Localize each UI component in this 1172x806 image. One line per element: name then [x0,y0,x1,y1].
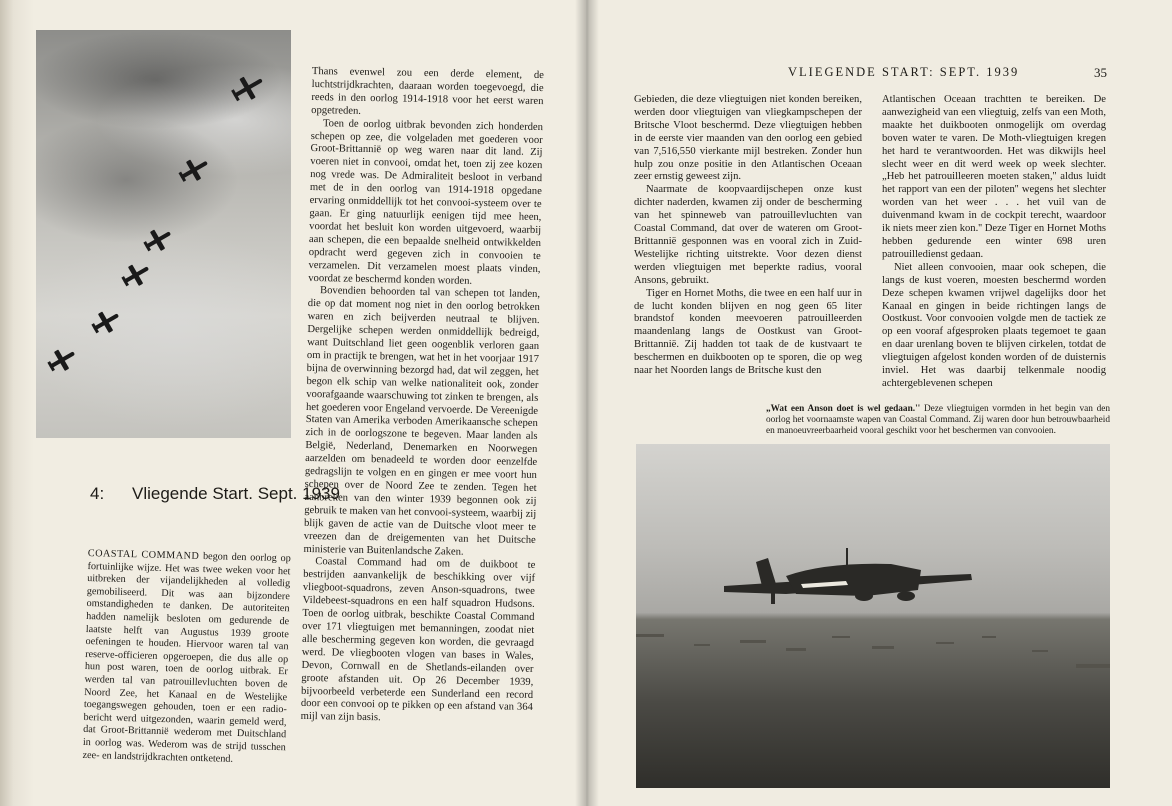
caption-body: Deze vliegtuigen vormden in het begin van den oorlog het voornaamste wapen van Coastal Command. Zij waren door hun betrouwbaarheid en manoeuvreerbaarheid vooral geschikt voor het beschermen van convooien. [766,404,1111,436]
aircraft-silhouettes [36,30,291,438]
anson-aircraft-photo [636,444,1110,788]
running-head: VLIEGENDE START: SEPT. 1939 [788,65,1020,79]
paragraph: Toen de oorlog uitbrak bevonden zich honderden schepen op zee, die volgeladen met goederen voor Groot-Brittannië op weg waren naar dit land. Zij voeren niet in convooi, omdat het, toen zij zee kozen nog vrede was. De Admiraliteit besloot in verband met de in den oorlog van 1914-1918 opgedane ervaring onmiddellijk tot het convooi-systeem over te gaan. Er ging natuurlijk eenigen tijd mee heen, voordat het besluit kon worden uitgevoerd, waarbij aan schepen, die een bepaalde snelheid ontwikkelden opdracht werd gegeven zich in convooien te verzamelen. Dit verzamelen moest plaats vinden, voordat ze beschermd konden worden. [308,117,544,287]
page-edge-shadow [0,0,34,806]
book-gutter [575,0,599,806]
chapter-intro [82,548,291,767]
paragraph: Tiger en Hornet Moths, die twee en een half uur in de lucht konden blijven en nog geen 65 liter brandstof konden meevoeren patrouilleerden maandenlang langs de Oostkust van Groot-Brittannië. Zij hadden tot taak de de kustvaart te beschermen en duikbooten op te sporen, die op weg naar het Noorden langs de Britsche kust den [634,287,862,377]
caption-quote: „Wat een Anson doet is wel gedaan.'' [766,404,921,414]
left-body-column [301,66,544,728]
anson-aircraft-silhouette [636,444,1110,788]
right-page [586,0,1172,806]
paragraph: Thans evenwel zou een derde element, de luchtstrijdkrachten, daaraan worden toegevoegd, die reeds in den oorlog 1914-1918 voor het eerst waren opgetreden. [311,66,544,117]
right-body-column-1 [634,94,862,378]
page-number: 35 [1094,65,1107,80]
photo-caption [766,404,1110,437]
paragraph: Bovendien behoorden tal van schepen tot landen, die op dat moment nog niet in den oorlog betrokken waren en zich beijverden neutraal te blijven. Dergelijke schepen werden onmiddellijk bedreigd, want Duitschland liet geen oogenblik verloren gaan om in practijk te brengen, wat het in het voorjaar 1917 bijna de overwinning bezorgd had, dat wil zeggen, het begon elk schip van welke nationaliteit ook, zonder voorafgaande waarschuwing tot zinken te brengen, als het goederen voor Engeland vervoerde. De Vereenigde Staten van Amerika verboden Amerikaansche schepen zich in de oorlogszone te begeven. Maar landen als België, Nederland, Denemarken en Noorwegen aarzelden om benadeeld te worden door eenzelfde gedragslijn te volgen en en gingen er mee voort hun schepen over de Noord Zee te zenden. Tegen het aanbreken van den winter 1939 begonnen ook zij gebruik te maken van het convooi-systeem, waarbij zij blijk gaven de actie van de Duitsche vloot meer te vreezen dan de dreigementen van het Duitsche ministerie van Buitenlandsche Zaken. [303,285,541,558]
aircraft-formation-photo [36,30,291,438]
intro-body: begon den oorlog op fortuinlijke wijze. Het was twee weken voor het uitbreken der vijandelijkheden al volledig gemobiliseerd. Dit was aan bijzondere omstandigheden te danken. De autoriteiten hadden namelijk besloten om gedurende de laatste helft van Augustus 1939 groote oefeningen te houden. Hiervoor waren tal van reserve-officieren opgeroepen, die dus alle op hun post waren, toen de oorlog uitbrak. Er werden tal van patrouillevluchten boven de Noord Zee, het Kanaal en de Westelijke toegangswegen gehouden, toen er een radio-bericht werd uitgezonden, waarin gemeld werd, dat Groot-Brittannië wederom met Duitschland in oorlog was. Wederom was de strijd tusschen zee- en landstrijdkrachten ontketend. [82,551,291,765]
right-body-column-2 [882,94,1106,391]
paragraph: Coastal Command had om de duikboot te bestrijden aanvankelijk de beschikking over vijf vliegboot-squadrons, zeven Anson-squadrons, twee Vildebeest-squadrons en een half squadron Hudsons. Toen de oorlog uitbrak, beschikte Coastal Command over 171 vliegtuigen met bemanningen, zoodat niet alle bescherming gegeven kon worden, die gevraagd werd. De vliegbooten vlogen van bases in Wales, Devon, Cornwall en de Shetlands-eilanden over groote afstanden uit. Op 26 December 1939, bijvoorbeeld verbeterde een Sunderland een record door een convooi op te pikken op een afstand van 364 mijl van zijn basis. [300,556,536,724]
paragraph: Gebieden, die deze vliegtuigen niet konden bereiken, werden door vliegtuigen van vliegkampschepen der Britsche Vloot beschermd. Deze vliegtuigen hebben in de eerste vier maanden van den oorlog een gebied van 7,516,550 vierkante mijl bestreken. Zonder hun hulp zou onze positie in den Atlantischen Oceaan zeer ernstig geweest zijn. [634,94,862,183]
paragraph: Atlantischen Oceaan trachtten te bereiken. De aanwezigheid van een vliegtuig, zelfs van een Moth, maakte het duikbooten onmogelijk om overdag boven water te varen. De Moth-vliegtuigen kregen het hard te verantwoorden. Het was dikwijls heel slecht weer en dit werd week op week slechter. „Heb het patrouilleeren moeten staken,'' aldus luidt het rapport van een der piloten'' wegens het slechter worden van het weer . . . het vuil van de duivenmand kwam in de cockpit terecht, waardoor ik niets meer zien kon.'' Deze Tiger en Hornet Moths hebben gedurende een winter 698 uren patrouilledienst gedaan. [882,94,1106,260]
chapter-number: 4: [90,484,105,503]
paragraph: Niet alleen convooien, maar ook schepen, die langs de kust voeren, moesten beschermd worden Deze schepen kwamen vrijwel dagelijks door het Kanaal en gingen in beide richtingen langs de Oostkust. Voor convooien volgde men de tactiek ze op een vooraf afgesproken plaats tegemoet te gaan en daar urenlang boven te blijven cirkelen, totdat de vliegtuigen afgelost konden worden of de duisternis inviel. Het was daarbij telkenmale noodig achtergeblevenen schepen [882,261,1106,389]
intro-lead: COASTAL COMMAND [87,548,200,562]
paragraph: Naarmate de koopvaardijschepen onze kust dichter naderden, kwamen zij onder de bescherming van het spinneweb van patrouillevluchten van Coastal Command, dat over de wateren om Groot-Brittannië gesponnen was en vooral zich in Zuid-Westelijke richting uitstrekte. Voor dezen dienst werden vliegtuigen met beperkte radius, vooral Ansons, gebruikt. [634,184,862,286]
chapter-title: Vliegende Start. Sept. 1939 [132,484,340,503]
